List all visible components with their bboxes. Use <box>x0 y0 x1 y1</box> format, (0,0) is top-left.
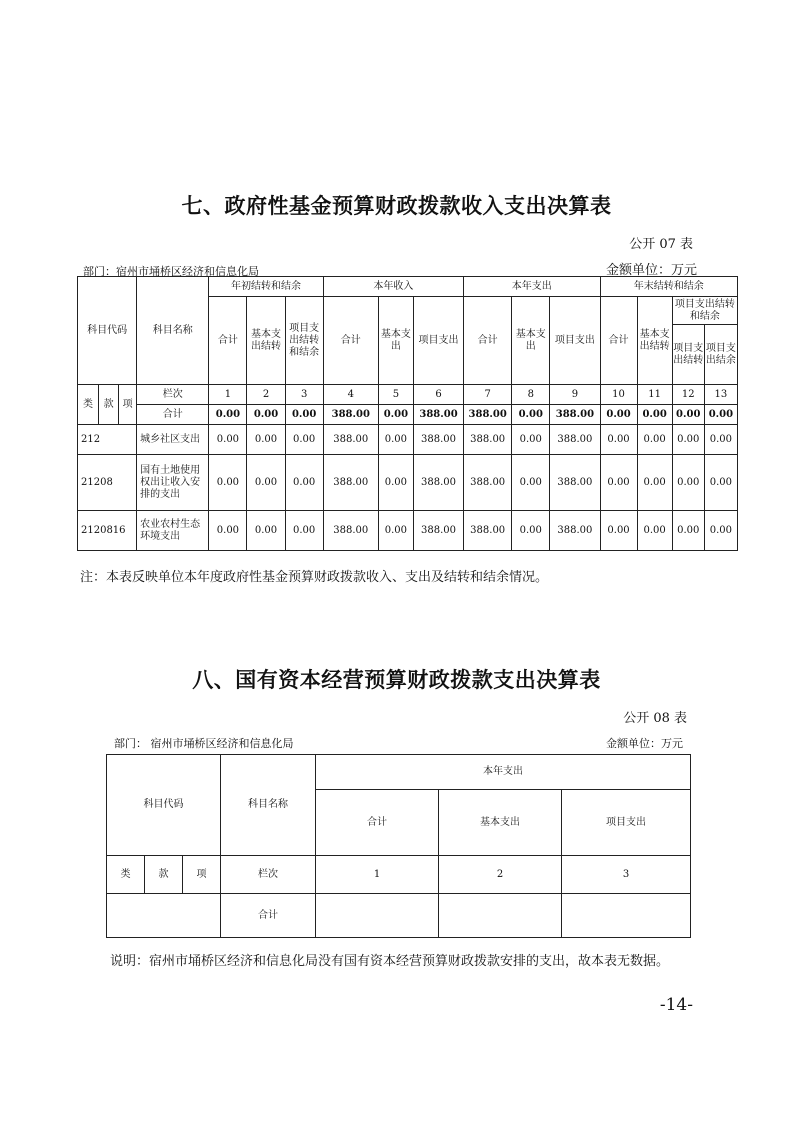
header-end-balance: 年末结转和结余 <box>600 277 738 297</box>
header-xiang: 项 <box>183 856 221 894</box>
col-number: 9 <box>550 385 600 405</box>
table-cell: 0.00 <box>637 455 672 511</box>
header-lei: 类 <box>107 856 145 894</box>
header-project: 项目支出 <box>413 297 463 385</box>
table-cell: 388.00 <box>464 511 512 551</box>
total-cell: 0.00 <box>285 405 323 425</box>
table-cell: 0.00 <box>704 425 737 455</box>
section7-unit: 金额单位：万元 <box>605 263 697 278</box>
total-cell: 0.00 <box>704 405 737 425</box>
section7-title: 七、政府性基金预算财政拨款收入支出决算表 <box>181 194 612 218</box>
col-number: 1 <box>209 385 247 405</box>
header-subject-name: 科目名称 <box>137 277 209 385</box>
total-cell <box>316 894 439 938</box>
total-cell: 0.00 <box>600 405 637 425</box>
header-basic-balance: 基本支出结转 <box>637 297 672 385</box>
col-number: 6 <box>413 385 463 405</box>
total-cell <box>562 894 691 938</box>
header-subject-code: 科目代码 <box>107 755 221 856</box>
header-expense: 本年支出 <box>464 277 600 297</box>
section7-form-no: 公开 07 表 <box>629 237 693 252</box>
header-kuan: 款 <box>99 385 119 425</box>
header-subject-name: 科目名称 <box>221 755 316 856</box>
total-cell: 0.00 <box>209 405 247 425</box>
header-total: 合计 <box>316 790 439 856</box>
total-cell: 388.00 <box>323 405 378 425</box>
table-cell: 0.00 <box>247 455 285 511</box>
total-row <box>78 405 738 425</box>
table-cell: 0.00 <box>378 511 413 551</box>
table-cell: 388.00 <box>323 511 378 551</box>
table-cell: 388.00 <box>550 511 600 551</box>
table-cell: 0.00 <box>600 511 637 551</box>
col-number: 5 <box>378 385 413 405</box>
col-number: 7 <box>464 385 512 405</box>
header-project: 项目支出 <box>550 297 600 385</box>
header-project-end-group: 项目支出结转和结余 <box>672 297 737 325</box>
table-cell: 0.00 <box>512 511 550 551</box>
table-cell: 0.00 <box>285 511 323 551</box>
table-cell: 0.00 <box>600 425 637 455</box>
table-cell: 0.00 <box>512 455 550 511</box>
table-cell: 388.00 <box>464 455 512 511</box>
header-expense: 本年支出 <box>316 755 691 790</box>
table-cell: 0.00 <box>704 511 737 551</box>
col-number: 3 <box>562 856 691 894</box>
total-cell: 0.00 <box>637 405 672 425</box>
header-project-balance: 项目支出结转和结余 <box>285 297 323 385</box>
table-cell: 0.00 <box>209 455 247 511</box>
col-number: 13 <box>704 385 737 405</box>
table-cell: 0.00 <box>512 425 550 455</box>
table-cell: 0.00 <box>600 455 637 511</box>
header-lanci: 栏次 <box>137 385 209 405</box>
section7-table <box>77 276 738 551</box>
table-cell: 388.00 <box>550 455 600 511</box>
table-cell: 0.00 <box>247 511 285 551</box>
total-cell: 0.00 <box>378 405 413 425</box>
col-number: 3 <box>285 385 323 405</box>
col-number: 11 <box>637 385 672 405</box>
row-name: 国有土地使用权出让收入安排的支出 <box>137 455 209 511</box>
table-cell: 0.00 <box>247 425 285 455</box>
total-cell: 0.00 <box>672 405 704 425</box>
header-xiang: 项 <box>119 385 137 425</box>
table-cell: 0.00 <box>285 425 323 455</box>
table-cell: 0.00 <box>209 511 247 551</box>
section8-note: 说明：宿州市埇桥区经济和信息化局没有国有资本经营预算财政拨款安排的支出，故本表无数据。 <box>110 954 670 969</box>
table-cell: 388.00 <box>413 455 463 511</box>
table-cell: 388.00 <box>413 425 463 455</box>
section7-dept: 部门：宿州市埇桥区经济和信息化局 <box>83 265 259 278</box>
table-cell: 0.00 <box>209 425 247 455</box>
table-row <box>78 455 738 511</box>
row-code: 2120816 <box>78 511 137 551</box>
header-begin-balance: 年初结转和结余 <box>209 277 323 297</box>
row-code: 212 <box>78 425 137 455</box>
total-cell: 388.00 <box>550 405 600 425</box>
header-basic: 基本支出 <box>378 297 413 385</box>
header-kuan: 款 <box>145 856 183 894</box>
table-cell: 0.00 <box>637 425 672 455</box>
header-subject-code: 科目代码 <box>78 277 137 385</box>
section8-title: 八、国有资本经营预算财政拨款支出决算表 <box>192 668 601 692</box>
section7-note: 注：本表反映单位本年度政府性基金预算财政拨款收入、支出及结转和结余情况。 <box>80 570 549 585</box>
total-cell: 0.00 <box>247 405 285 425</box>
table-cell: 0.00 <box>285 455 323 511</box>
section8-form-no: 公开 08 表 <box>623 711 687 726</box>
col-number: 8 <box>512 385 550 405</box>
header-project: 项目支出 <box>562 790 691 856</box>
total-cell: 388.00 <box>413 405 463 425</box>
col-number: 1 <box>316 856 439 894</box>
total-code-cell <box>107 894 221 938</box>
col-number: 12 <box>672 385 704 405</box>
row-name: 农业农村生态环境支出 <box>137 511 209 551</box>
total-cell <box>439 894 562 938</box>
col-number: 4 <box>323 385 378 405</box>
table-cell: 388.00 <box>550 425 600 455</box>
table-cell: 388.00 <box>413 511 463 551</box>
header-project-surplus: 项目支出结余 <box>704 325 737 385</box>
col-number: 2 <box>247 385 285 405</box>
header-project-carry: 项目支出结转 <box>672 325 704 385</box>
section8-dept: 部门： 宿州市埇桥区经济和信息化局 <box>114 737 294 750</box>
table-cell: 388.00 <box>464 425 512 455</box>
total-label: 合计 <box>221 894 316 938</box>
section8-unit: 金额单位：万元 <box>606 737 683 750</box>
header-lei: 类 <box>78 385 99 425</box>
table-cell: 0.00 <box>378 455 413 511</box>
total-row <box>107 894 691 938</box>
page-number: -14- <box>659 995 693 1015</box>
section8-table <box>106 754 691 938</box>
col-number: 2 <box>439 856 562 894</box>
table-cell: 0.00 <box>672 455 704 511</box>
table-cell: 0.00 <box>378 425 413 455</box>
table-cell: 0.00 <box>704 455 737 511</box>
header-basic: 基本支出 <box>512 297 550 385</box>
header-total: 合计 <box>323 297 378 385</box>
table-cell: 0.00 <box>672 425 704 455</box>
total-label: 合计 <box>137 405 209 425</box>
header-basic-balance: 基本支出结转 <box>247 297 285 385</box>
table-cell: 388.00 <box>323 455 378 511</box>
table-cell: 0.00 <box>672 511 704 551</box>
header-lanci: 栏次 <box>221 856 316 894</box>
header-total: 合计 <box>600 297 637 385</box>
header-total: 合计 <box>209 297 247 385</box>
header-income: 本年收入 <box>323 277 463 297</box>
row-name: 城乡社区支出 <box>137 425 209 455</box>
table-row <box>78 425 738 455</box>
header-total: 合计 <box>464 297 512 385</box>
col-number: 10 <box>600 385 637 405</box>
table-cell: 0.00 <box>637 511 672 551</box>
row-code: 21208 <box>78 455 137 511</box>
total-cell: 388.00 <box>464 405 512 425</box>
header-basic: 基本支出 <box>439 790 562 856</box>
total-cell: 0.00 <box>512 405 550 425</box>
table-cell: 388.00 <box>323 425 378 455</box>
table-row <box>78 511 738 551</box>
